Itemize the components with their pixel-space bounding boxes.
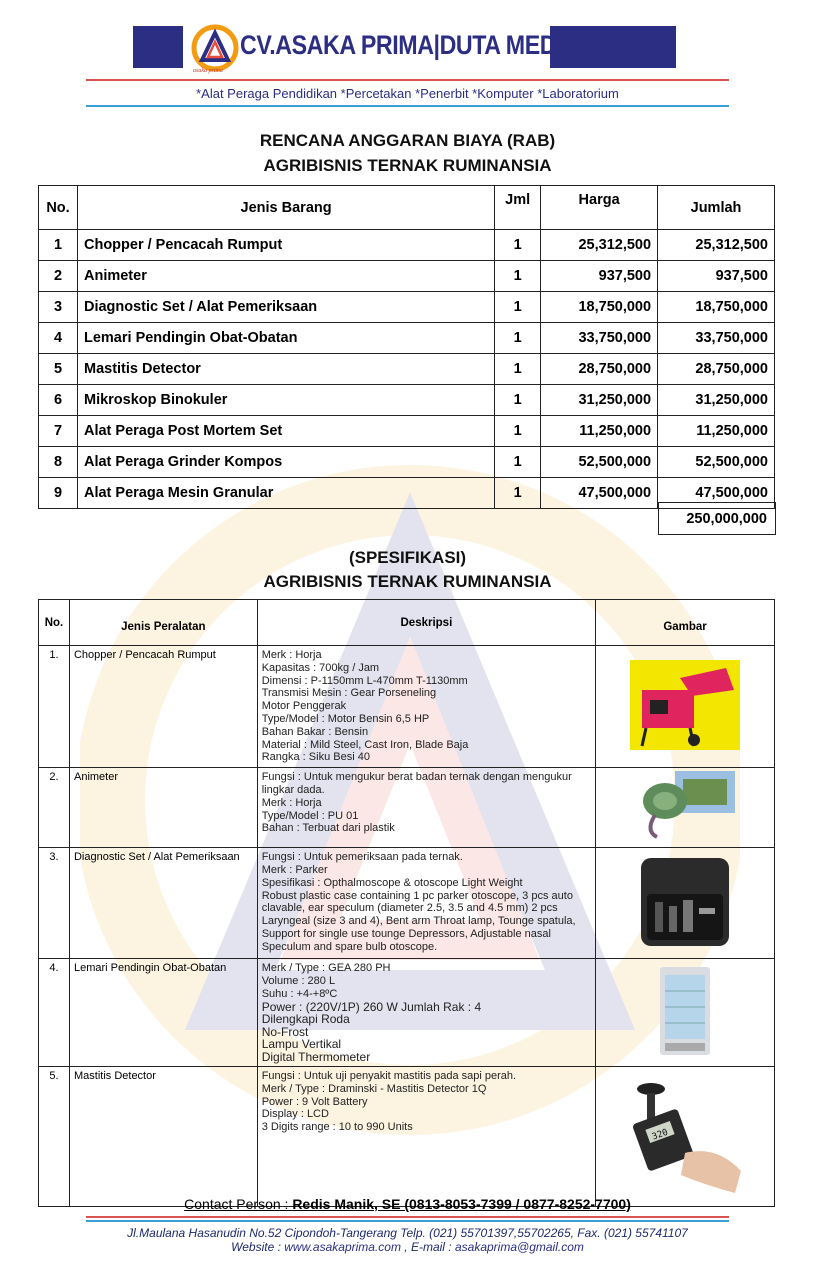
spec-desc-line: Merk / Type : Draminski - Mastitis Detector 1Q	[261, 1082, 487, 1095]
rab-cell-no: 8	[39, 447, 78, 478]
spec-desc-line: Dilengkapi Roda	[261, 1012, 350, 1027]
rab-cell-total: 25,312,500	[658, 230, 775, 261]
rab-cell-item: Animeter	[77, 261, 494, 292]
rab-table	[38, 185, 775, 509]
rab-title: RENCANA ANGGARAN BIAYA (RAB)	[259, 131, 556, 150]
spec-header-item: Jenis Peralatan	[69, 600, 257, 646]
spec-desc-line: Motor Penggerak	[261, 700, 347, 713]
spec-desc-line: Fungsi : Untuk uji penyakit mastitis pada sapi perah.	[261, 1070, 517, 1083]
rab-grand-total-box	[658, 502, 776, 535]
rab-row	[39, 447, 775, 478]
rab-cell-qty: 1	[495, 323, 541, 354]
website-link[interactable]: www.asakaprima.com	[284, 1240, 401, 1254]
footer-address-block	[0, 1226, 815, 1254]
spec-desc-line: Suhu : +4-+8ºC	[261, 987, 338, 1000]
website-label: Website :	[231, 1240, 285, 1254]
tagline: *Alat Peraga Pendidikan *Percetakan *Penerbit *Komputer *Laboratorium	[196, 86, 619, 101]
spec-cell-no: 5.	[39, 1067, 70, 1207]
rab-header-price: Harga	[541, 186, 658, 230]
rab-cell-price: 47,500,000	[541, 478, 658, 509]
footer-address: Jl.Maulana Hasanudin No.52 Cipondoh-Tangerang Telp. (021) 55701397,55702265, Fax. (021) 55741107	[127, 1226, 688, 1240]
rab-cell-total: 11,250,000	[658, 416, 775, 447]
rab-cell-qty: 1	[495, 354, 541, 385]
rab-row	[39, 261, 775, 292]
rab-cell-item: Alat Peraga Mesin Granular	[77, 478, 494, 509]
rab-row	[39, 230, 775, 261]
rab-header-item: Jenis Barang	[77, 186, 494, 230]
spec-desc-line: Type/Model : PU 01	[261, 809, 359, 822]
rab-cell-qty: 1	[495, 478, 541, 509]
company-name: CV.ASAKA PRIMA|DUTA MEDIA GROUP	[240, 30, 667, 60]
spec-cell-image	[596, 1067, 775, 1207]
rab-cell-price: 937,500	[541, 261, 658, 292]
company-logo	[190, 24, 240, 74]
rab-header-qty: Jml	[495, 186, 541, 230]
spec-desc-line: 3 Digits range : 10 to 990 Units	[261, 1121, 413, 1134]
footer-rule-red	[86, 1216, 729, 1218]
rab-row	[39, 323, 775, 354]
rab-cell-total: 18,750,000	[658, 292, 775, 323]
animeter-tape-icon	[635, 771, 735, 841]
rab-cell-item: Mikroskop Binokuler	[77, 385, 494, 416]
rab-cell-total: 52,500,000	[658, 447, 775, 478]
rab-cell-total: 937,500	[658, 261, 775, 292]
spec-cell-no: 1.	[39, 646, 70, 768]
spec-desc-line: Bahan Bakar : Bensin	[261, 725, 369, 738]
rab-header-total: Jumlah	[658, 186, 775, 230]
spec-cell-desc	[257, 848, 595, 959]
spec-desc-line: Merk : Horja	[261, 796, 322, 809]
rab-header-no: No.	[39, 186, 78, 230]
header-rule-blue	[86, 105, 729, 107]
contact-line	[0, 1196, 815, 1212]
spec-cell-image	[596, 646, 775, 768]
rab-cell-total: 31,250,000	[658, 385, 775, 416]
rab-cell-item: Lemari Pendingin Obat-Obatan	[77, 323, 494, 354]
spec-desc-line: Merk : Horja	[261, 649, 322, 661]
spec-desc-line: Transmisi Mesin : Gear Porseneling	[261, 687, 437, 700]
spec-desc-line: Power : (220V/1P) 260 W Jumlah Rak : 4	[261, 999, 482, 1014]
spec-cell-no: 4.	[39, 959, 70, 1067]
spec-desc-line: No-Frost	[261, 1024, 309, 1039]
rab-cell-price: 31,250,000	[541, 385, 658, 416]
rab-cell-total: 28,750,000	[658, 354, 775, 385]
rab-row	[39, 385, 775, 416]
spec-cell-desc	[257, 646, 595, 768]
spec-desc-line: Fungsi : Untuk pemeriksaan pada ternak.	[261, 851, 463, 864]
spec-cell-image	[596, 959, 775, 1067]
email-label: , E-mail :	[400, 1240, 455, 1254]
rab-cell-price: 25,312,500	[541, 230, 658, 261]
spec-desc-line: Rangka : Siku Besi 40	[261, 751, 370, 764]
spec-row	[39, 848, 775, 959]
spec-cell-no: 2.	[39, 768, 70, 848]
rab-cell-price: 52,500,000	[541, 447, 658, 478]
rab-cell-no: 1	[39, 230, 78, 261]
rab-cell-total: 47,500,000	[658, 478, 775, 509]
header-rule-red	[86, 79, 729, 81]
spec-desc-line: Spesifikasi : Opthalmoscope & otoscope Light Weight	[261, 876, 523, 889]
spec-desc-line: Bahan : Terbuat dari plastik	[261, 822, 395, 835]
rab-cell-price: 28,750,000	[541, 354, 658, 385]
rab-cell-price: 11,250,000	[541, 416, 658, 447]
diagnostic-case-icon	[637, 854, 733, 950]
email-link[interactable]: asakaprima@gmail.com	[454, 1240, 584, 1254]
spec-desc-line: Robust plastic case containing 1 pc parker otoscope, 3 pcs auto clavable, ear speculum (diameter 2.5, 3.5 and 4.5 mm) 2 pcs Laryngeal (size 3 and 4), Bent arm Throat lamp, Tounge spatula, Support for single use tounge Depressors, Adjustable nasal Speculum and spare bulb otoscope.	[261, 889, 576, 953]
footer-rule-blue	[86, 1220, 729, 1222]
spec-cell-item: Diagnostic Set / Alat Pemeriksaan	[69, 848, 257, 959]
spec-cell-item: Mastitis Detector	[69, 1067, 257, 1207]
rab-cell-qty: 1	[495, 261, 541, 292]
rab-cell-no: 5	[39, 354, 78, 385]
spec-desc-line: Display : LCD	[261, 1108, 329, 1121]
spec-cell-item: Chopper / Pencacah Rumput	[69, 646, 257, 768]
spec-desc-line: Lampu Vertikal	[261, 1037, 342, 1052]
rab-cell-no: 4	[39, 323, 78, 354]
rab-cell-qty: 1	[495, 230, 541, 261]
spec-cell-desc	[257, 768, 595, 848]
rab-grand-total: 250,000,000	[659, 503, 776, 535]
spec-table	[38, 599, 775, 1207]
spec-desc-line: Merk / Type : GEA 280 PH	[261, 962, 391, 975]
chopper-machine-icon	[630, 660, 740, 750]
spec-title: (SPESIFIKASI)	[348, 548, 467, 567]
header-left-bar	[133, 26, 183, 68]
medicine-fridge-icon	[658, 965, 712, 1057]
rab-cell-item: Diagnostic Set / Alat Pemeriksaan	[77, 292, 494, 323]
spec-header-desc: Deskripsi	[257, 600, 595, 646]
rab-cell-item: Alat Peraga Post Mortem Set	[77, 416, 494, 447]
spec-cell-image	[596, 768, 775, 848]
rab-cell-item: Alat Peraga Grinder Kompos	[77, 447, 494, 478]
rab-row	[39, 416, 775, 447]
spec-desc-line: Digital Thermometer	[261, 1049, 371, 1064]
logo-subtitle: asaka prima	[193, 68, 223, 74]
spec-header-image: Gambar	[596, 600, 775, 646]
rab-cell-no: 7	[39, 416, 78, 447]
spec-row	[39, 1067, 775, 1207]
spec-cell-image	[596, 848, 775, 959]
spec-subtitle: AGRIBISNIS TERNAK RUMINANSIA	[263, 572, 552, 591]
rab-cell-no: 6	[39, 385, 78, 416]
rab-cell-no: 9	[39, 478, 78, 509]
contact-label: Contact Person :	[184, 1196, 293, 1212]
spec-row	[39, 959, 775, 1067]
rab-row	[39, 292, 775, 323]
rab-cell-qty: 1	[495, 292, 541, 323]
contact-value: Redis Manik, SE (0813-8053-7399 / 0877-8252-7700)	[292, 1196, 631, 1212]
spec-desc-line: Volume : 280 L	[261, 974, 336, 987]
detector-display-text: 320	[650, 1127, 670, 1143]
spec-desc-line: Kapasitas : 700kg / Jam	[261, 661, 380, 674]
spec-desc-line: Material : Mild Steel, Cast Iron, Blade Baja	[261, 738, 469, 751]
spec-header-no: No.	[39, 600, 70, 646]
spec-cell-no: 3.	[39, 848, 70, 959]
spec-desc-line: Fungsi : Untuk mengukur berat badan ternak dengan mengukur lingkar dada.	[261, 771, 572, 796]
rab-header-row	[39, 186, 775, 230]
rab-cell-no: 2	[39, 261, 78, 292]
mastitis-detector-icon	[625, 1075, 745, 1195]
spec-cell-desc	[257, 1067, 595, 1207]
spec-desc-line: Type/Model : Motor Bensin 6,5 HP	[261, 712, 430, 725]
spec-cell-desc	[257, 959, 595, 1067]
rab-cell-price: 18,750,000	[541, 292, 658, 323]
rab-cell-qty: 1	[495, 385, 541, 416]
rab-cell-item: Chopper / Pencacah Rumput	[77, 230, 494, 261]
spec-desc-line: Merk : Parker	[261, 863, 328, 876]
spec-cell-item: Lemari Pendingin Obat-Obatan	[69, 959, 257, 1067]
rab-cell-qty: 1	[495, 447, 541, 478]
spec-cell-item: Animeter	[69, 768, 257, 848]
spec-desc-line: Power : 9 Volt Battery	[261, 1095, 368, 1108]
rab-cell-total: 33,750,000	[658, 323, 775, 354]
rab-cell-price: 33,750,000	[541, 323, 658, 354]
spec-desc-line: Dimensi : P-1150mm L-470mm T-1130mm	[261, 674, 468, 687]
rab-cell-qty: 1	[495, 416, 541, 447]
rab-subtitle: AGRIBISNIS TERNAK RUMINANSIA	[263, 156, 552, 175]
rab-cell-item: Mastitis Detector	[77, 354, 494, 385]
rab-cell-no: 3	[39, 292, 78, 323]
spec-row	[39, 768, 775, 848]
spec-row	[39, 646, 775, 768]
rab-row	[39, 354, 775, 385]
